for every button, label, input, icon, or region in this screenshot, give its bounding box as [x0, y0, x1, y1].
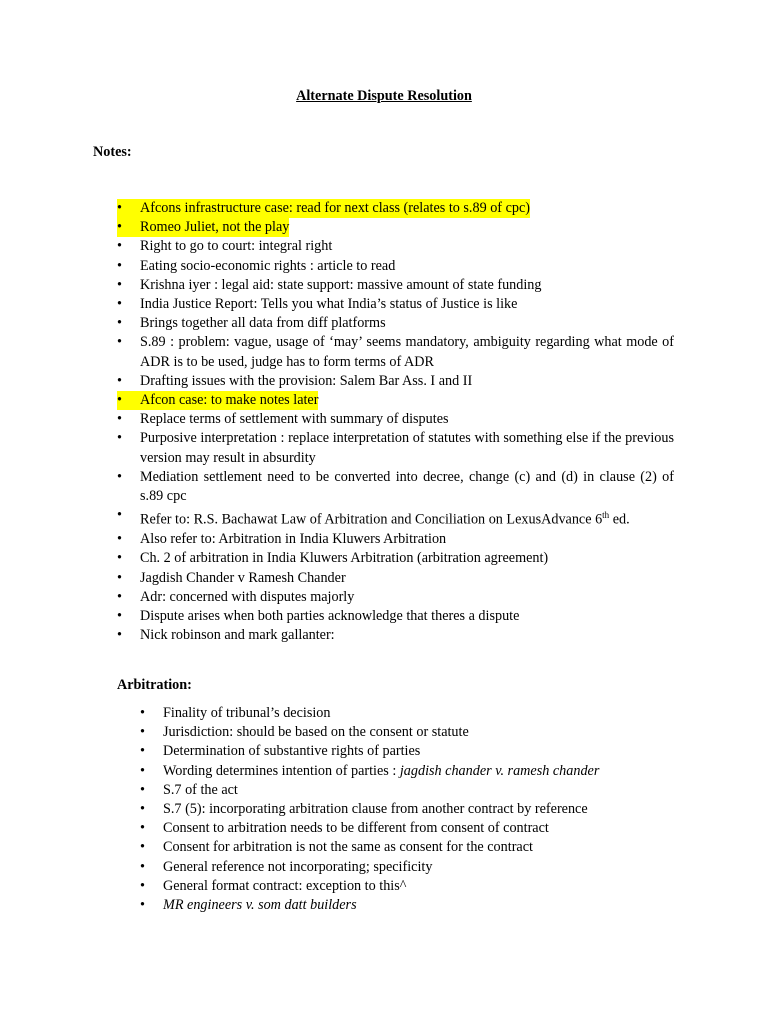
bullet-icon: •: [117, 276, 122, 293]
notes-heading: Notes:: [93, 144, 132, 160]
bullet-icon: •: [140, 820, 145, 837]
list-item: • Afcon case: to make notes later: [117, 391, 318, 410]
list-item: • Also refer to: Arbitration in India Kluwers Arbitration: [117, 530, 674, 549]
list-item: • Determination of substantive rights of parties: [140, 742, 674, 761]
list-item: • MR engineers v. som datt builders: [140, 896, 674, 915]
list-item: • Purposive interpretation : replace interpretation of statutes with something else if the previous version may result in absurdity: [117, 430, 674, 466]
list-item: • General reference not incorporating; specificity: [140, 858, 674, 877]
list-item: • Afcons infrastructure case: read for next class (relates to s.89 of cpc): [117, 199, 530, 218]
bullet-icon: •: [140, 781, 145, 798]
notes-list: [117, 199, 674, 645]
list-item: • S.7 (5): incorporating arbitration clause from another contract by reference: [140, 800, 674, 819]
list-item: • S.89 : problem: vague, usage of ‘may’ seems mandatory, ambiguity regarding what mode of ADR is to be used, judge has to form terms of ADR: [117, 334, 674, 370]
bullet-icon: •: [117, 569, 122, 586]
bullet-icon: •: [140, 801, 145, 818]
bullet-icon: •: [140, 858, 145, 875]
bullet-icon: •: [117, 392, 122, 409]
list-item: • Jagdish Chander v Ramesh Chander: [117, 569, 674, 588]
list-item: • Romeo Juliet, not the play: [117, 218, 289, 237]
list-item: • Nick robinson and mark gallanter:: [117, 626, 674, 645]
bullet-icon: •: [140, 839, 145, 856]
bullet-icon: •: [117, 296, 122, 313]
bullet-icon: •: [140, 705, 145, 721]
document-title: Alternate Dispute Resolution: [296, 88, 472, 104]
arbitration-list: [140, 704, 674, 915]
arbitration-heading: Arbitration:: [117, 677, 192, 693]
bullet-icon: •: [117, 200, 122, 216]
list-item: • S.7 of the act: [140, 781, 674, 800]
bullet-icon: •: [117, 315, 122, 332]
bullet-icon: •: [117, 257, 122, 274]
bullet-icon: •: [117, 627, 122, 644]
list-item: • India Justice Report: Tells you what India’s status of Justice is like: [117, 295, 674, 314]
bullet-icon: •: [117, 238, 122, 255]
bullet-icon: •: [117, 219, 122, 236]
list-item: • Jurisdiction: should be based on the consent or statute: [140, 723, 674, 742]
bullet-icon: •: [140, 877, 145, 894]
bullet-icon: •: [117, 430, 122, 447]
list-item: • Consent for arbitration is not the same as consent for the contract: [140, 838, 674, 857]
bullet-icon: •: [117, 588, 122, 605]
bullet-icon: •: [117, 411, 122, 428]
list-item: • Krishna iyer : legal aid: state support: massive amount of state funding: [117, 276, 674, 295]
list-item: • Ch. 2 of arbitration in India Kluwers Arbitration (arbitration agreement): [117, 549, 674, 568]
bullet-icon: •: [140, 743, 145, 760]
list-item: • Wording determines intention of parties : jagdish chander v. ramesh chander: [140, 762, 674, 781]
bullet-icon: •: [117, 608, 122, 624]
list-item: • Drafting issues with the provision: Salem Bar Ass. I and II: [117, 372, 674, 391]
bullet-icon: •: [140, 897, 145, 914]
list-item: • Finality of tribunal’s decision: [140, 704, 674, 723]
bullet-icon: •: [117, 334, 122, 351]
list-item: • Adr: concerned with disputes majorly: [117, 588, 674, 607]
bullet-icon: •: [117, 507, 122, 524]
list-item: • Brings together all data from diff platforms: [117, 314, 674, 333]
bullet-icon: •: [117, 372, 122, 389]
bullet-icon: •: [117, 468, 122, 485]
list-item: • Consent to arbitration needs to be different from consent of contract: [140, 819, 674, 838]
bullet-icon: •: [140, 724, 145, 741]
list-item: • Right to go to court: integral right: [117, 237, 674, 256]
list-item: • Replace terms of settlement with summary of disputes: [117, 410, 674, 429]
list-item: • Refer to: R.S. Bachawat Law of Arbitration and Conciliation on LexusAdvance 6th ed.: [117, 507, 630, 528]
list-item: • Eating socio-economic rights : article to read: [117, 257, 674, 276]
list-item: • Mediation settlement need to be converted into decree, change (c) and (d) in clause (2) of s.89 cpc: [117, 468, 674, 505]
bullet-icon: •: [117, 531, 122, 548]
bullet-icon: •: [117, 550, 122, 567]
list-item: • General format contract: exception to this^: [140, 877, 674, 896]
bullet-icon: •: [140, 762, 145, 779]
superscript: th: [602, 510, 610, 521]
list-item: • Dispute arises when both parties acknowledge that theres a dispute: [117, 607, 674, 626]
